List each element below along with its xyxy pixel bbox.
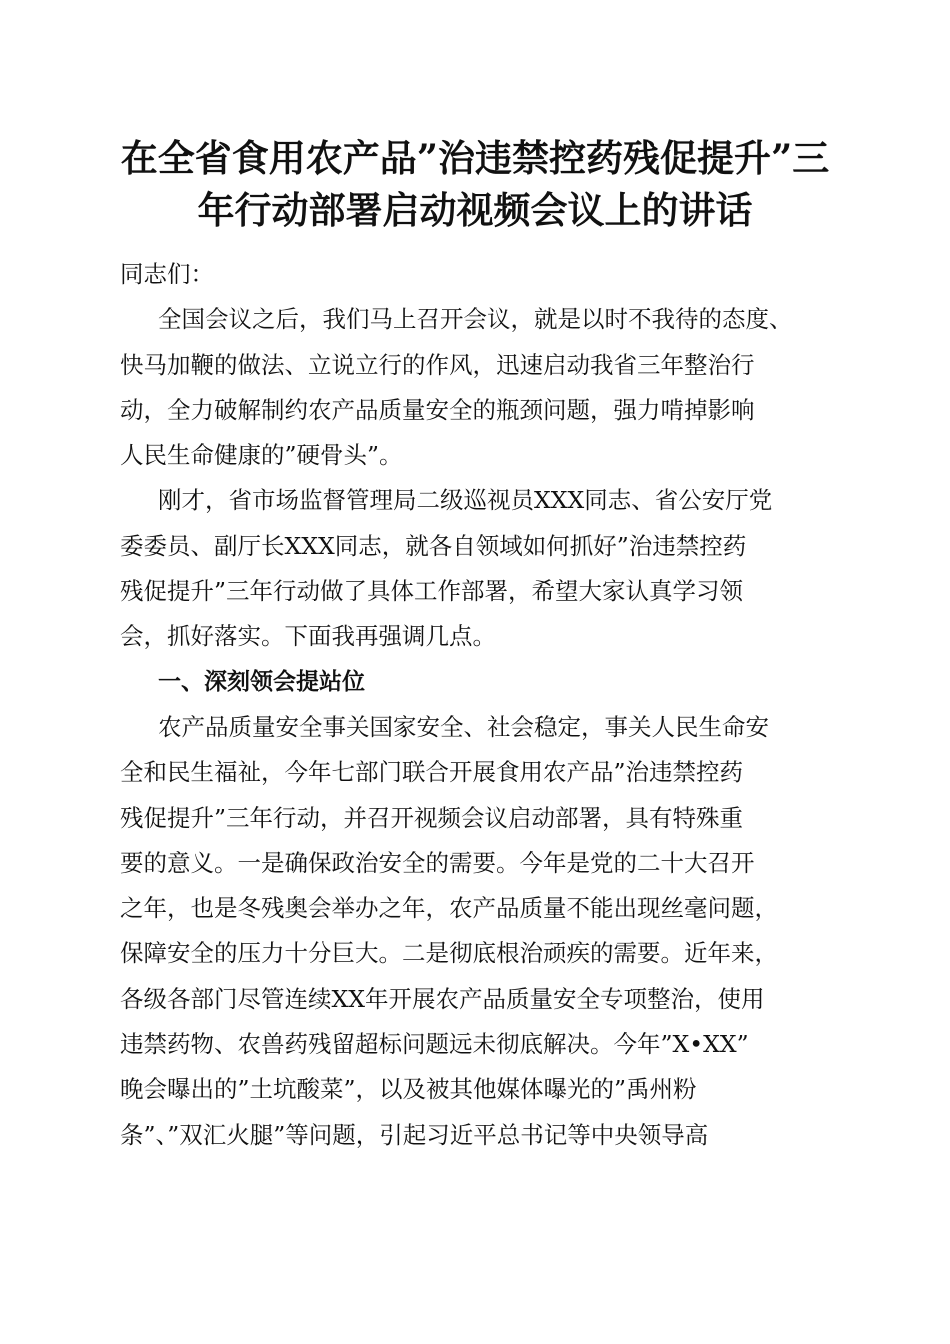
paragraph-line: 条”、”双汇火腿”等问题，引起习近平总书记等中央领导高 <box>120 1120 709 1149</box>
paragraph-line: 快马加鞭的做法、立说立行的作风，迅速启动我省三年整治行 <box>120 350 755 379</box>
paragraph-line: 残促提升”三年行动，并召开视频会议启动部署，具有特殊重 <box>120 803 744 832</box>
document-title <box>100 132 850 236</box>
paragraph-line: 农产品质量安全事关国家安全、社会稳定，事关人民生命安 <box>158 712 769 741</box>
paragraph-1 <box>120 297 850 478</box>
title-line-2: 年行动部署启动视频会议上的讲话 <box>197 188 753 232</box>
paragraph-line: 晚会曝出的”土坑酸菜”，以及被其他媒体曝光的”禹州粉 <box>120 1075 697 1104</box>
document-body <box>120 252 850 1158</box>
paragraph-line: 委委员、副厅长XXX同志，就各自领域如何抓好”治违禁控药 <box>120 531 747 560</box>
section-heading: 一、深刻领会提站位 <box>158 668 365 695</box>
paragraph-2 <box>120 478 850 659</box>
paragraph-line: 残促提升”三年行动做了具体工作部署，希望大家认真学习领 <box>120 577 744 606</box>
paragraph-line: 全和民生福祉，今年七部门联合开展食用农产品”治违禁控药 <box>120 758 744 787</box>
paragraph-line: 会，抓好落实。下面我再强调几点。 <box>120 622 496 651</box>
paragraph-line: 之年，也是冬残奥会举办之年，农产品质量不能出现丝毫问题， <box>120 894 778 923</box>
paragraph-line: 要的意义。一是确保政治安全的需要。今年是党的二十大召开 <box>120 848 755 877</box>
paragraph-line: 动，全力破解制约农产品质量安全的瓶颈问题，强力啃掉影响 <box>120 395 755 424</box>
paragraph-line: 各级各部门尽管连续XX年开展农产品质量安全专项整治，使用 <box>120 984 765 1013</box>
paragraph-line: 保障安全的压力十分巨大。二是彻底根治顽疾的需要。近年来， <box>120 939 778 968</box>
paragraph-line: 违禁药物、农兽药残留超标问题远未彻底解决。今年”X•XX” <box>120 1030 749 1059</box>
salutation: 同志们： <box>120 260 214 288</box>
paragraph-line: 人民生命健康的”硬骨头”。 <box>120 441 403 470</box>
paragraph-line: 全国会议之后，我们马上召开会议，就是以时不我待的态度、 <box>158 305 793 334</box>
paragraph-3 <box>120 705 850 1158</box>
title-line-1: 在全省食用农产品”治违禁控药残促提升”三 <box>120 136 830 180</box>
paragraph-line: 刚才，省市场监督管理局二级巡视员XXX同志、省公安厅党 <box>158 486 773 515</box>
